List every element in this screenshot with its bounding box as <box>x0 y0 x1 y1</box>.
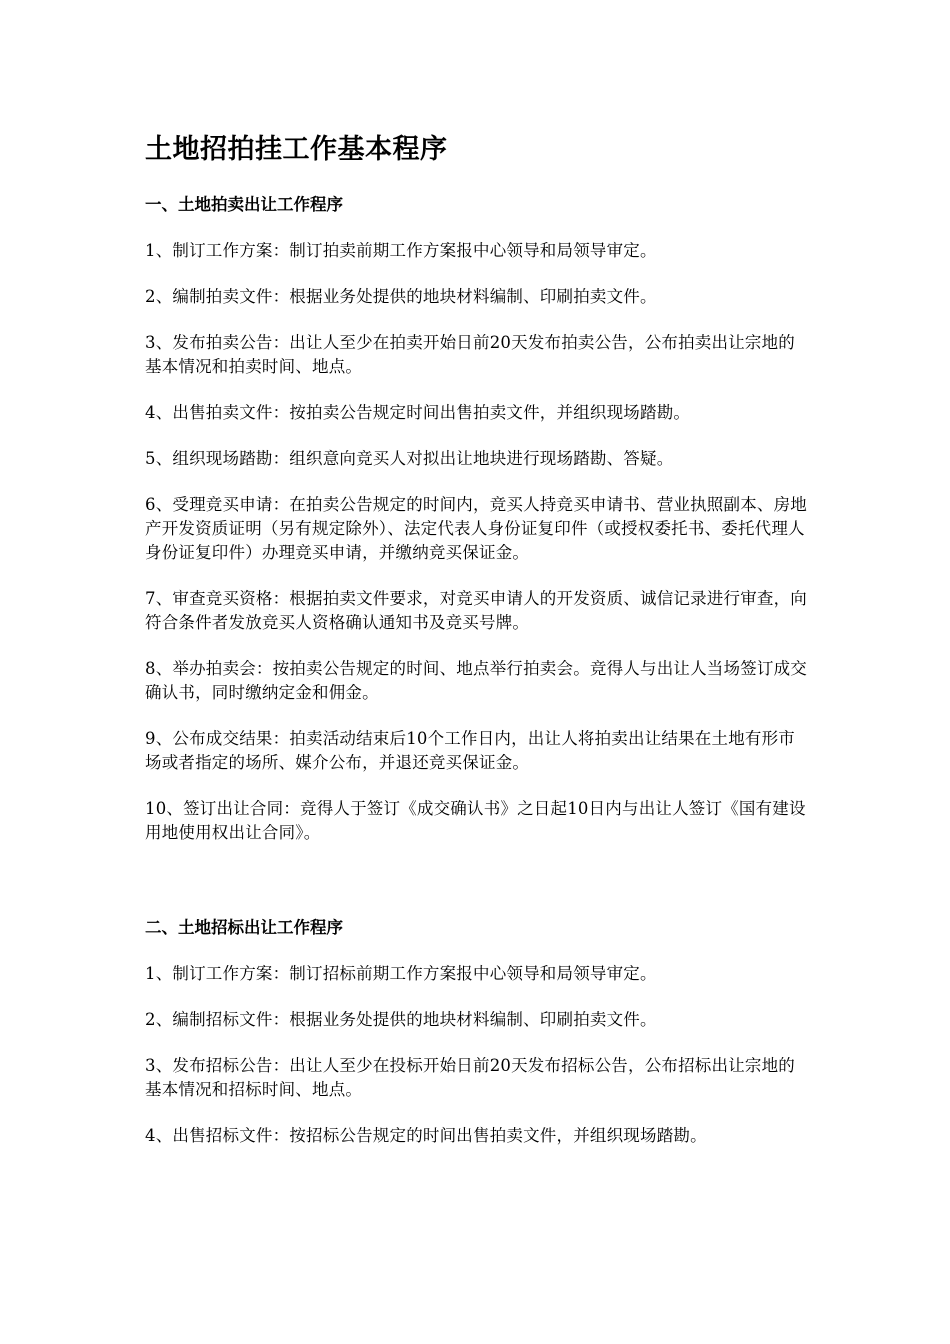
auction-step-10: 10、签订出让合同：竞得人于签订《成交确认书》之日起10日内与出让人签订《国有建设用地使用权出让合同》。 <box>145 799 806 842</box>
document-title: 土地招拍挂工作基本程序 <box>145 134 448 165</box>
auction-step-2: 2、编制拍卖文件：根据业务处提供的地块材料编制、印刷拍卖文件。 <box>145 287 657 306</box>
document-page <box>145 128 810 1170</box>
auction-step-6: 6、受理竞买申请：在拍卖公告规定的时间内，竞买人持竞买申请书、营业执照副本、房地产开发资质证明（另有规定除外）、法定代表人身份证复印件（或授权委托书、委托代理人身份证复印件）办理竞买申请，并缴纳竞买保证金。 <box>145 495 807 562</box>
tender-step-3: 3、发布招标公告：出让人至少在投标开始日前20天发布招标公告，公布招标出让宗地的基本情况和招标时间、地点。 <box>145 1056 795 1099</box>
tender-step-1: 1、制订工作方案：制订招标前期工作方案报中心领导和局领导审定。 <box>145 964 657 983</box>
auction-step-3: 3、发布拍卖公告：出让人至少在拍卖开始日前20天发布拍卖公告，公布拍卖出让宗地的基本情况和拍卖时间、地点。 <box>145 333 795 376</box>
auction-step-7: 7、审查竞买资格：根据拍卖文件要求，对竞买申请人的开发资质、诚信记录进行审查，向符合条件者发放竞买人资格确认通知书及竞买号牌。 <box>145 589 807 632</box>
section-spacer <box>145 867 810 915</box>
tender-step-2: 2、编制招标文件：根据业务处提供的地块材料编制、印刷拍卖文件。 <box>145 1010 657 1029</box>
section-heading-auction: 一、土地拍卖出让工作程序 <box>145 195 343 214</box>
tender-step-4: 4、出售招标文件：按招标公告规定的时间出售拍卖文件，并组织现场踏勘。 <box>145 1126 707 1145</box>
auction-step-4: 4、出售拍卖文件：按拍卖公告规定时间出售拍卖文件，并组织现场踏勘。 <box>145 403 691 422</box>
auction-step-8: 8、举办拍卖会：按拍卖公告规定的时间、地点举行拍卖会。竞得人与出让人当场签订成交确认书，同时缴纳定金和佣金。 <box>145 659 807 702</box>
auction-step-9: 9、公布成交结果：拍卖活动结束后10个工作日内，出让人将拍卖出让结果在土地有形市场或者指定的场所、媒介公布，并退还竞买保证金。 <box>145 729 795 772</box>
auction-step-1: 1、制订工作方案：制订拍卖前期工作方案报中心领导和局领导审定。 <box>145 241 657 260</box>
section-heading-tender: 二、土地招标出让工作程序 <box>145 918 343 937</box>
auction-step-5: 5、组织现场踏勘：组织意向竞买人对拟出让地块进行现场踏勘、答疑。 <box>145 449 674 468</box>
